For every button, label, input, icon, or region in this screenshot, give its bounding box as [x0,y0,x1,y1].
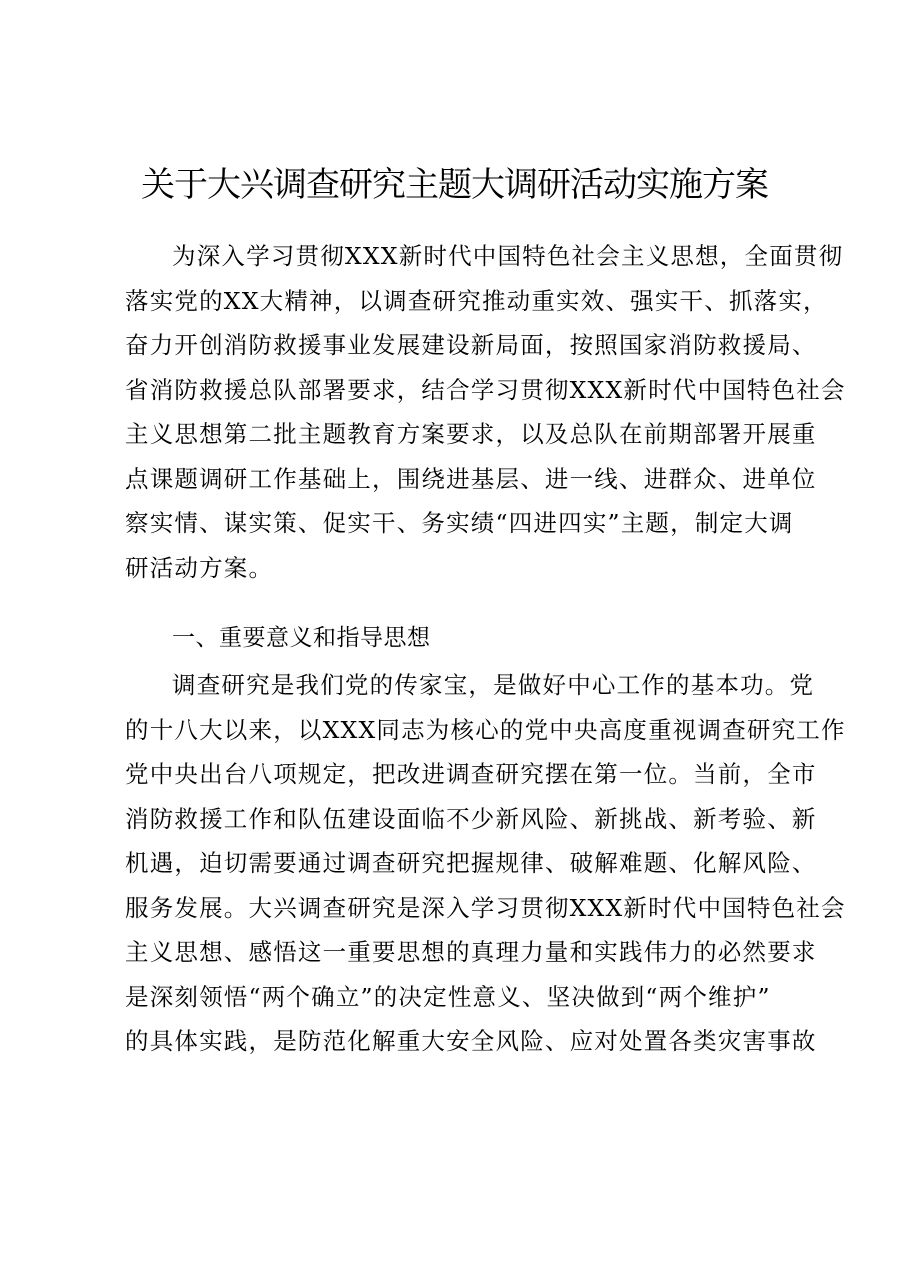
paragraph-line: 党中央出台八项规定，把改进调查研究摆在第一位。当前，全市 [125,760,817,788]
paragraph-line: 察实情、谋实策、促实干、务实绩“四进四实”主题，制定大调 [125,509,794,537]
paragraph-line: 研活动方案。 [125,553,274,582]
paragraph-line: 的具体实践，是防范化解重大安全风险、应对处置各类灾害事故 [125,1027,817,1055]
paragraph-line: 省消防救援总队部署要求，结合学习贯彻XXX新时代中国特色社会 [125,375,846,404]
paragraph-line: 主义思想第二批主题教育方案要求，以及总队在前期部署开展重 [125,420,817,448]
paragraph-line: 落实党的XX大精神，以调查研究推动重实效、强实干、抓落实， [125,286,828,315]
paragraph-line: 为深入学习贯彻XXX新时代中国特色社会主义思想，全面贯彻 [172,242,844,270]
paragraph-line: 奋力开创消防救援事业发展建设新局面，按照国家消防救援局、 [125,331,817,359]
paragraph-line: 消防救援工作和队伍建设面临不少新风险、新挑战、新考验、新 [125,804,817,833]
paragraph-line: 调查研究是我们党的传家宝，是做好中心工作的基本功。党 [172,671,815,699]
paragraph-line: 主义思想、感悟这一重要思想的真理力量和实践伟力的必然要求 [125,938,817,966]
section-heading: 一、重要意义和指导思想 [172,625,431,651]
paragraph-line: 的十八大以来，以XXX同志为核心的党中央高度重视调查研究工作 [125,715,846,744]
paragraph-line: 机遇，迫切需要通过调查研究把握规律、破解难题、化解风险、 [125,849,817,877]
paragraph-line: 服务发展。大兴调查研究是深入学习贯彻XXX新时代中国特色社会 [125,893,846,922]
section-1-paragraph [125,663,846,1064]
paragraph-line: 点课题调研工作基础上，围绕进基层、进一线、进群众、进单位 [125,464,817,493]
document-title: 关于大兴调查研究主题大调研活动实施方案 [141,165,768,205]
paragraph-line: 是深刻领悟“两个确立”的决定性意义、坚决做到“两个维护” [125,982,771,1011]
intro-paragraph [125,234,846,590]
